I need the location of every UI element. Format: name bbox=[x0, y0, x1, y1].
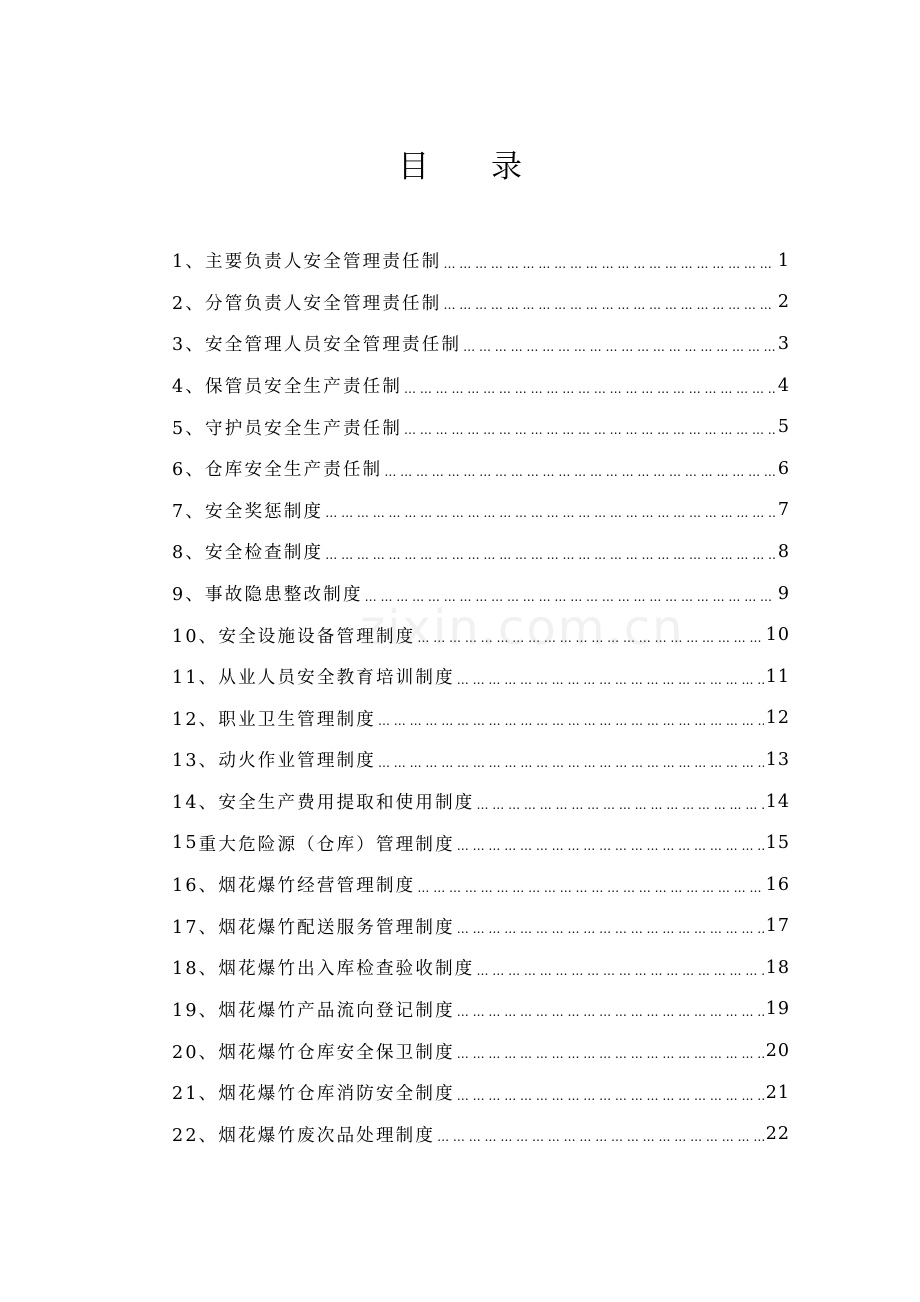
toc-entry-title: 安全检查制度 bbox=[205, 543, 324, 564]
toc-entry-title: 烟花爆竹经营管理制度 bbox=[218, 876, 416, 897]
toc-dot-leader bbox=[378, 750, 764, 770]
toc-entry[interactable] bbox=[172, 656, 790, 698]
toc-entry[interactable] bbox=[172, 531, 790, 573]
toc-entry[interactable] bbox=[172, 989, 790, 1031]
toc-entry-page-number: 7 bbox=[777, 500, 790, 521]
toc-entry-page-number: 21 bbox=[765, 1082, 790, 1103]
toc-dot-leader bbox=[443, 251, 775, 271]
toc-entry-title: 职业卫生管理制度 bbox=[218, 709, 376, 730]
toc-entry-page-number: 8 bbox=[777, 541, 790, 562]
toc-entry-page-number: 20 bbox=[765, 1041, 790, 1062]
toc-dot-leader bbox=[476, 958, 763, 978]
toc-entry-title: 事故隐患整改制度 bbox=[205, 585, 363, 606]
toc-dot-leader bbox=[476, 792, 763, 812]
toc-entry-number: 12、 bbox=[172, 709, 219, 730]
toc-dot-leader bbox=[384, 459, 776, 479]
toc-dot-leader bbox=[325, 500, 776, 520]
toc-entry[interactable] bbox=[172, 406, 790, 448]
toc-dot-leader bbox=[457, 667, 764, 687]
toc-entry-number: 10、 bbox=[172, 626, 219, 647]
toc-entry-page-number: 1 bbox=[777, 250, 790, 271]
toc-entry-title: 安全生产费用提取和使用制度 bbox=[218, 793, 475, 814]
toc-entry-number: 21、 bbox=[172, 1084, 219, 1105]
toc-entry-number: 15 bbox=[172, 833, 199, 854]
toc-entry-page-number: 12 bbox=[765, 708, 790, 729]
page-title bbox=[0, 138, 920, 188]
toc-dot-leader bbox=[437, 1124, 764, 1144]
toc-entry-title: 从业人员安全教育培训制度 bbox=[218, 668, 455, 689]
toc-entry-page-number: 18 bbox=[765, 957, 790, 978]
toc-entry-page-number: 10 bbox=[765, 625, 790, 646]
toc-dot-leader bbox=[417, 875, 763, 895]
toc-dot-leader bbox=[325, 542, 776, 562]
toc-entry-title: 安全管理人员安全管理责任制 bbox=[205, 335, 462, 356]
toc-entry-page-number: 15 bbox=[765, 833, 790, 854]
toc-entry-number: 22、 bbox=[172, 1125, 219, 1146]
title-char-2: 录 bbox=[491, 148, 522, 185]
toc-entry-title: 保管员安全生产责任制 bbox=[205, 377, 403, 398]
toc-dot-leader bbox=[457, 1041, 764, 1061]
toc-entry-page-number: 2 bbox=[777, 292, 790, 313]
toc-dot-leader bbox=[404, 376, 776, 396]
toc-entry-number: 4、 bbox=[172, 377, 206, 398]
toc-entry[interactable] bbox=[172, 739, 790, 781]
toc-entry-number: 13、 bbox=[172, 751, 219, 772]
toc-entry[interactable] bbox=[172, 1072, 790, 1114]
toc-entry[interactable] bbox=[172, 323, 790, 365]
toc-entry-title: 烟花爆竹废次品处理制度 bbox=[218, 1125, 436, 1146]
toc-entry-page-number: 22 bbox=[765, 1124, 790, 1145]
toc-entry[interactable] bbox=[172, 822, 790, 864]
toc-entry-number: 2、 bbox=[172, 293, 206, 314]
toc-entry-title: 烟花爆竹出入库检查验收制度 bbox=[218, 959, 475, 980]
toc-entry-title: 烟花爆竹仓库消防安全制度 bbox=[218, 1084, 455, 1105]
toc-entry-page-number: 3 bbox=[777, 333, 790, 354]
toc-dot-leader bbox=[457, 833, 764, 853]
toc-dot-leader bbox=[378, 708, 764, 728]
toc-entry-number: 20、 bbox=[172, 1042, 219, 1063]
toc-entry-title: 动火作业管理制度 bbox=[218, 751, 376, 772]
toc-entry-page-number: 13 bbox=[765, 749, 790, 770]
toc-entry[interactable] bbox=[172, 1113, 790, 1155]
toc-entry[interactable] bbox=[172, 365, 790, 407]
toc-entry-number: 11、 bbox=[172, 668, 219, 689]
toc-entry-title: 主要负责人安全管理责任制 bbox=[205, 252, 442, 273]
toc-entry[interactable] bbox=[172, 448, 790, 490]
toc-entry[interactable] bbox=[172, 947, 790, 989]
toc-dot-leader bbox=[457, 999, 764, 1019]
toc-entry-title: 烟花爆竹仓库安全保卫制度 bbox=[218, 1042, 455, 1063]
toc-entry-number: 16、 bbox=[172, 876, 219, 897]
toc-entry[interactable] bbox=[172, 282, 790, 324]
toc-entry-number: 17、 bbox=[172, 917, 219, 938]
toc-entry[interactable] bbox=[172, 614, 790, 656]
toc-entry-number: 18、 bbox=[172, 959, 219, 980]
toc-entry-title: 分管负责人安全管理责任制 bbox=[205, 293, 442, 314]
toc-entry-number: 5、 bbox=[172, 418, 206, 439]
toc-entry-title: 重大危险源（仓库）管理制度 bbox=[198, 834, 455, 855]
toc-entry[interactable] bbox=[172, 1030, 790, 1072]
toc-dot-leader bbox=[404, 417, 776, 437]
toc-entry-page-number: 16 bbox=[765, 874, 790, 895]
toc-entry-title: 烟花爆竹产品流向登记制度 bbox=[218, 1000, 455, 1021]
toc-entry[interactable] bbox=[172, 781, 790, 823]
toc-entry-page-number: 5 bbox=[777, 417, 790, 438]
toc-entry-number: 14、 bbox=[172, 793, 219, 814]
toc-entry-page-number: 11 bbox=[765, 666, 790, 687]
toc-entry-page-number: 14 bbox=[765, 791, 790, 812]
toc-entry[interactable] bbox=[172, 906, 790, 948]
toc-entry-title: 仓库安全生产责任制 bbox=[205, 460, 383, 481]
toc-entry-number: 9、 bbox=[172, 585, 206, 606]
toc-entry-number: 1、 bbox=[172, 252, 206, 273]
toc-entry-title: 安全设施设备管理制度 bbox=[218, 626, 416, 647]
toc-entry-page-number: 9 bbox=[777, 583, 790, 604]
toc-dot-leader bbox=[417, 625, 763, 645]
title-char-1: 目 bbox=[398, 148, 429, 185]
watermark: zixin.com.cn bbox=[360, 600, 685, 656]
toc-entry[interactable] bbox=[172, 864, 790, 906]
toc-entry[interactable] bbox=[172, 573, 790, 615]
toc-entry-number: 7、 bbox=[172, 501, 206, 522]
toc-dot-leader bbox=[463, 334, 776, 354]
toc-entry-title: 烟花爆竹配送服务管理制度 bbox=[218, 917, 455, 938]
toc-entry-page-number: 19 bbox=[765, 999, 790, 1020]
toc-dot-leader bbox=[365, 584, 776, 604]
toc-entry-page-number: 4 bbox=[777, 375, 790, 396]
toc-dot-leader bbox=[443, 292, 775, 312]
toc-entry-title: 安全奖惩制度 bbox=[205, 501, 324, 522]
table-of-contents bbox=[172, 240, 790, 1155]
toc-entry[interactable] bbox=[172, 490, 790, 532]
toc-entry[interactable] bbox=[172, 240, 790, 282]
toc-dot-leader bbox=[457, 1083, 764, 1103]
toc-entry-page-number: 17 bbox=[765, 916, 790, 937]
toc-entry-page-number: 6 bbox=[777, 458, 790, 479]
toc-entry-number: 6、 bbox=[172, 460, 206, 481]
toc-entry-title: 守护员安全生产责任制 bbox=[205, 418, 403, 439]
toc-entry-number: 8、 bbox=[172, 543, 206, 564]
toc-entry[interactable] bbox=[172, 698, 790, 740]
toc-entry-number: 19、 bbox=[172, 1000, 219, 1021]
toc-entry-number: 3、 bbox=[172, 335, 206, 356]
toc-dot-leader bbox=[457, 916, 764, 936]
